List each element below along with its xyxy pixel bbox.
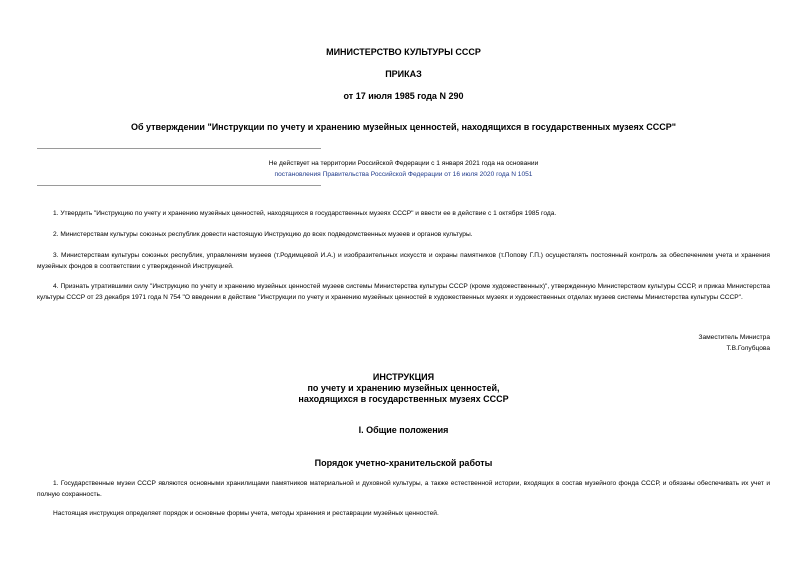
ministry-heading: МИНИСТЕРСТВО КУЛЬТУРЫ СССР	[326, 47, 481, 57]
status-notice-link[interactable]: постановления Правительства Российской Федерации от 16 июля 2020 года N 1051	[274, 171, 533, 178]
instruction-paragraph-2: Настоящая инструкция определяет порядок и основные формы учета, методы хранения и реставрации музейных ценностей.	[53, 510, 439, 517]
instruction-paragraph-1: 1. Государственные музеи СССР являются основными хранилищами памятников материальной и духовной культуры, а также естественной истории, входящих в состав музейного фонда СССР, и обязаны обеспечивать их учет и полную сохранность.	[37, 480, 770, 498]
subsection-heading: Порядок учетно-хранительской работы	[314, 458, 493, 468]
signature-name: Т.В.Голубцова	[726, 345, 770, 352]
instruction-subtitle-2: находящихся в государственных музеях СССР	[298, 394, 509, 404]
section-heading: I. Общие положения	[358, 425, 449, 435]
order-item-2: 2. Министерствам культуры союзных республик довести настоящую Инструкцию до всех подведомственных музеев и органов культуры.	[53, 231, 473, 238]
order-item-3: 3. Министерствам культуры союзных республик, управлениям музеев (т.Родимцевой И.А.) и изобразительных искусств и охраны памятников (т.Попову Г.П.) осуществлять постоянный контроль за обеспечением учета и хранения музейных фондов в соответствии с утвержденной Инструкцией.	[37, 252, 770, 270]
signature-position: Заместитель Министра	[698, 334, 770, 341]
order-item-4: 4. Признать утратившими силу "Инструкцию по учету и хранению музейных ценностей музеев системы Министерства культуры СССР (кроме художественных)", утвержденную Министерством культуры СССР, и приказ Министерства культуры СССР от 23 декабря 1971 года N 754 "О введении в действие "Инструкции по учету и хранению музейных ценностей в художественных музеях и художественных отделах музеев системы Министерства культуры СССР".	[37, 283, 770, 301]
instruction-title: ИНСТРУКЦИЯ	[372, 372, 435, 382]
document-title: Об утверждении "Инструкции по учету и хранению музейных ценностей, находящихся в государственных музеях СССР"	[130, 122, 677, 132]
status-notice-text: Не действует на территории Российской Федерации с 1 января 2021 года на основании	[268, 160, 539, 167]
status-notice	[160, 158, 647, 180]
order-heading: ПРИКАЗ	[385, 69, 422, 79]
divider-top	[37, 148, 321, 149]
order-item-1: 1. Утвердить "Инструкцию по учету и хранению музейных ценностей, находящихся в государственных музеях СССР" и ввести ее в действие с 1 октября 1985 года.	[53, 210, 557, 217]
divider-bottom	[37, 185, 321, 186]
instruction-subtitle-1: по учету и хранению музейных ценностей,	[307, 383, 500, 393]
order-date-number: от 17 июля 1985 года N 290	[343, 91, 464, 101]
